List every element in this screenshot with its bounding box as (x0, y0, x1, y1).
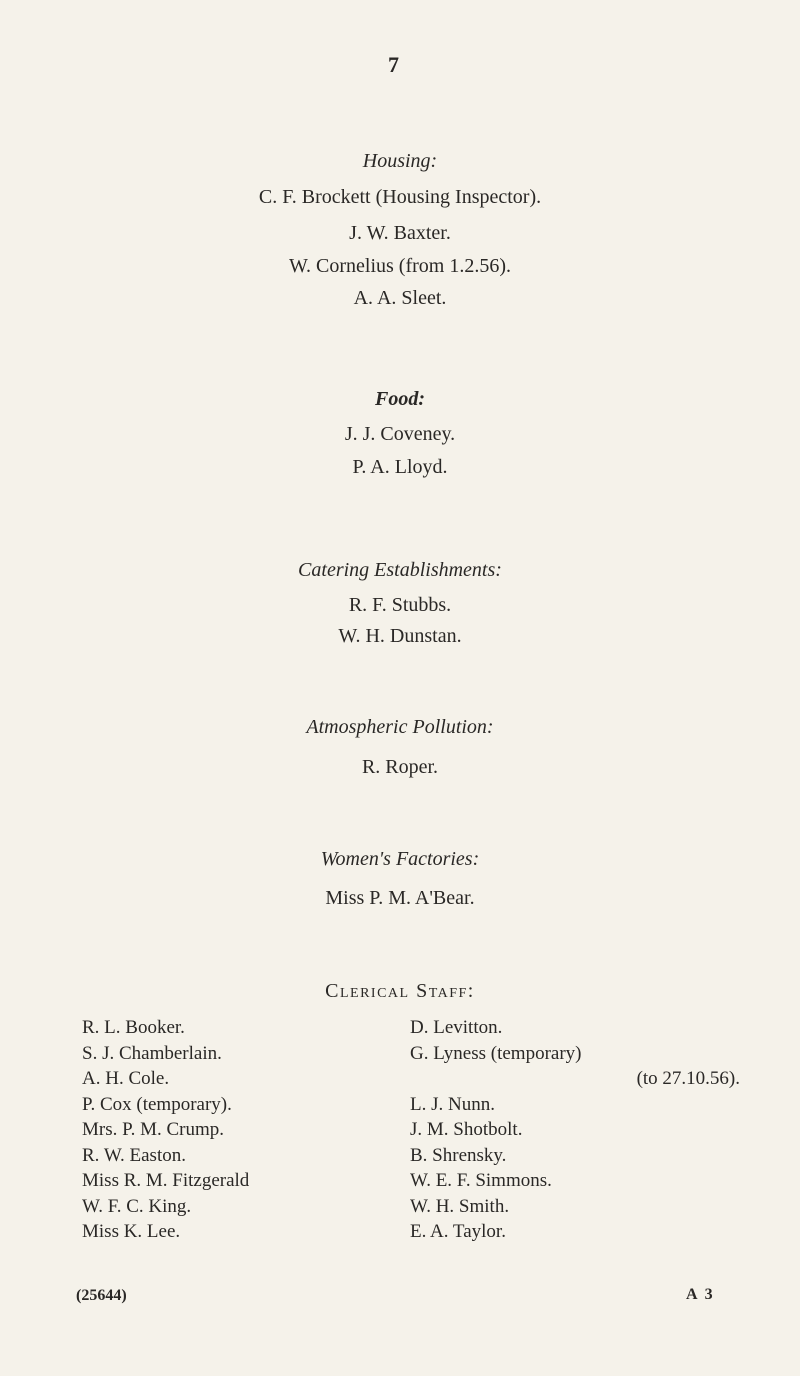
staff-name: P. A. Lloyd. (352, 456, 448, 478)
list-item: (to 27.10.56). (636, 1068, 740, 1089)
section-heading-catering: Catering Establishments: (298, 559, 502, 581)
staff-name: R. F. Stubbs. (348, 594, 452, 616)
list-item: Mrs. P. M. Crump. (82, 1119, 224, 1140)
staff-name: W. H. Dunstan. (338, 625, 462, 647)
staff-name: Miss P. M. A'Bear. (325, 887, 475, 909)
staff-name: J. W. Baxter. (349, 222, 451, 244)
section-heading-atmospheric: Atmospheric Pollution: (306, 716, 494, 738)
clerical-right-column (410, 1015, 740, 1245)
list-item: J. M. Shotbolt. (410, 1119, 523, 1140)
list-item: R. L. Booker. (82, 1017, 185, 1038)
clerical-staff-heading: Clerical Staff: (325, 980, 475, 1002)
clerical-left-column (82, 1015, 249, 1245)
staff-name: W. Cornelius (from 1.2.56). (288, 255, 511, 277)
staff-name: J. J. Coveney. (344, 423, 456, 445)
page-number: 7 (388, 52, 399, 77)
printer-code: (25644) (76, 1287, 127, 1304)
list-item: R. W. Easton. (82, 1144, 186, 1166)
list-item: W. F. C. King. (82, 1195, 192, 1217)
list-item: Miss R. M. Fitzgerald (82, 1170, 250, 1191)
list-item: P. Cox (temporary). (82, 1093, 232, 1115)
list-item: G. Lyness (temporary) (410, 1042, 582, 1064)
list-item: E. A. Taylor. (410, 1221, 506, 1242)
section-heading-food: Food: (375, 388, 425, 410)
signature-mark: A 3 (686, 1286, 715, 1303)
list-item: L. J. Nunn. (410, 1093, 495, 1115)
staff-name: R. Roper. (361, 756, 439, 778)
section-heading-housing: Housing: (362, 150, 438, 172)
list-item: A. H. Cole. (82, 1068, 170, 1089)
list-item: D. Levitton. (410, 1017, 503, 1038)
list-item: Miss K. Lee. (82, 1221, 181, 1242)
list-item: B. Shrensky. (410, 1144, 507, 1166)
list-item: W. E. F. Simmons. (410, 1170, 552, 1191)
section-heading-womens-factories: Women's Factories: (320, 848, 480, 870)
list-item: S. J. Chamberlain. (82, 1042, 222, 1064)
staff-name: A. A. Sleet. (353, 287, 447, 309)
staff-name: C. F. Brockett (Housing Inspector). (258, 186, 542, 208)
list-item: W. H. Smith. (410, 1195, 510, 1217)
